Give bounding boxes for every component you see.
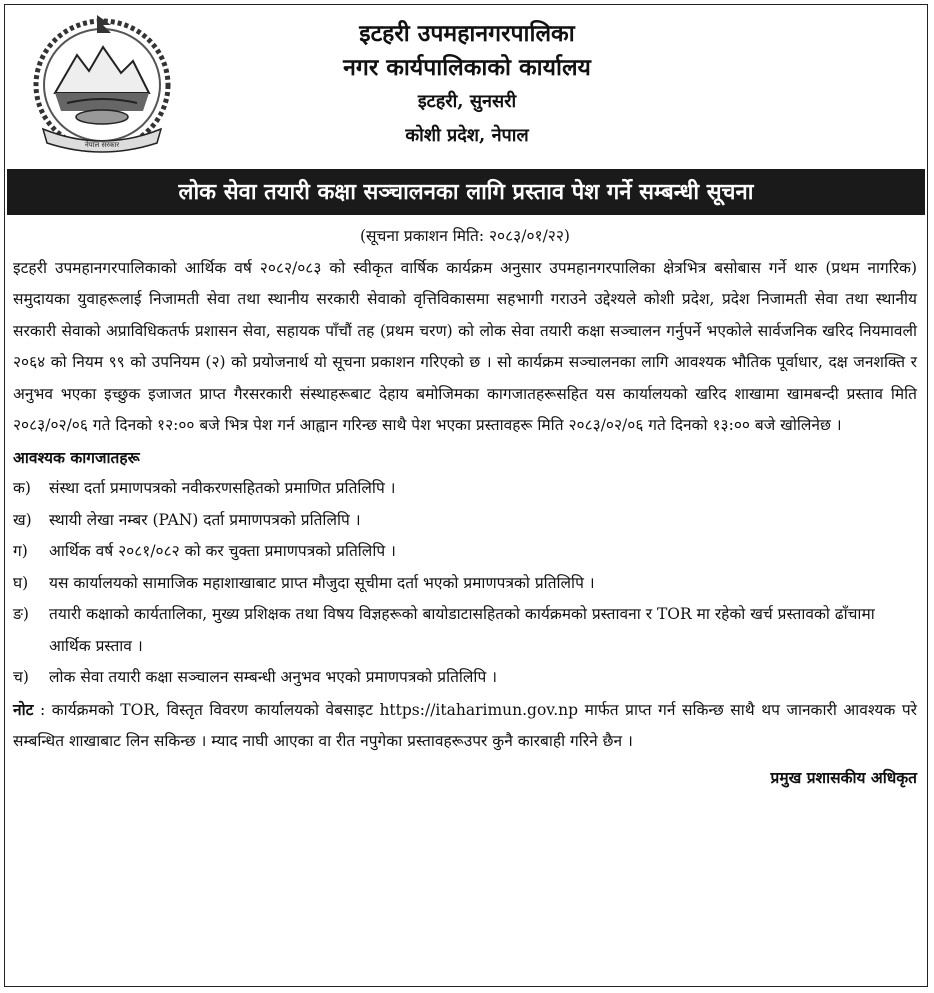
header-line3: इटहरी, सुनसरी [417, 91, 517, 112]
list-item-label: ङ) [13, 605, 29, 623]
list-item-label: ख) [13, 510, 32, 529]
svg-text:नेपाल सरकार: नेपाल सरकार [84, 141, 120, 149]
note-label: नोट [13, 699, 34, 719]
publication-date: (सूचना प्रकाशन मिति: २०८३/०१/२२) [360, 227, 570, 245]
list-item [13, 536, 917, 568]
header-line1: इटहरी उपमहानगरपालिका [359, 20, 575, 47]
list-item-text: लोक सेवा तयारी कक्षा सञ्चालन सम्बन्धी अनुभव भएको प्रमाणपत्रको प्रतिलिपि । [49, 668, 498, 686]
list-item [13, 599, 917, 662]
notice-body [13, 221, 917, 793]
list-item [13, 505, 917, 537]
list-item [13, 568, 917, 600]
required-docs-heading: आवश्यक कागजातहरू [13, 447, 140, 467]
list-item-text: संस्था दर्ता प्रमाणपत्रको नवीकरणसहितको प्रमाणित प्रतिलिपि । [49, 479, 396, 497]
notice-frame [4, 4, 928, 987]
header-line4: कोशी प्रदेश, नेपाल [405, 125, 529, 146]
note [13, 694, 917, 758]
list-item-text: आर्थिक वर्ष २०८१/०८२ को कर चुक्ता प्रमाणपत्रको प्रतिलिपि । [49, 542, 396, 560]
list-item-label: ग) [13, 542, 28, 560]
list-item-text: यस कार्यालयको सामाजिक महाशाखाबाट प्राप्त मौजुदा सूचीमा दर्ता भएको प्रमाणपत्रको प्रतिलिपि । [49, 573, 595, 592]
list-item-label: क) [13, 479, 31, 497]
list-item-text: तयारी कक्षाको कार्यतालिका, मुख्य प्रशिक्षक तथा विषय विज्ञहरूको बायोडाटासहितको कार्यक्रमको प्रस्तावना र TOR मा रहेको खर्च प्रस्तावको ढाँचामा आर्थिक प्रस्ताव । [49, 605, 875, 655]
notice-title-banner: लोक सेवा तयारी कक्षा सञ्चालनका लागि प्रस्ताव पेश गर्ने सम्बन्धी सूचना [7, 169, 925, 215]
note-text: : कार्यक्रमको TOR, विस्तृत विवरण कार्यालयको वेबसाइट https://itaharimun.gov.np मार्फत प्राप्त गर्न सकिन्छ साथै थप जानकारी आवश्यक परे सम्बन्धित शाखाबाट लिन सकिन्छ । म्याद नाघी आएका वा रीत नपुगेका प्रस्तावहरूउपर कुनै कारबाही गरिने छैन । [13, 700, 917, 750]
list-item [13, 473, 917, 505]
list-item-text: स्थायी लेखा नम्बर (PAN) दर्ता प्रमाणपत्रको प्रतिलिपि । [49, 510, 361, 529]
header-line2: नगर कार्यपालिकाको कार्यालय [343, 54, 591, 81]
main-paragraph: इटहरी उपमहानगरपालिकाको आर्थिक वर्ष २०८२/०८३ को स्वीकृत वार्षिक कार्यक्रम अनुसार उपमहानगरपालिका क्षेत्रभित्र बसोबास गर्ने थारु (प्रथम नागरिक) समुदायका युवाहरूलाई निजामती सेवा तथा स्थानीय सरकारी सेवाको वृत्तिविकासमा सहभागी गराउने उद्देश्यले कोशी प्रदेश, प्रदेश निजामती सेवा तथा स्थानीय सरकारी सेवाको अप्राविधिकतर्फ प्रशासन सेवा, सहायक पाँचौं तह (प्रथम चरण) को लोक सेवा तयारी कक्षा सञ्चालन गर्नुपर्ने भएकोले सार्वजनिक खरिद नियमावली २०६४ को नियम ९९ को उपनियम (२) को प्रयोजनार्थ यो सूचना प्रकाशन गरिएको छ । सो कार्यक्रम सञ्चालनका लागि आवश्यक भौतिक पूर्वाधार, दक्ष जनशक्ति र अनुभव भएका इच्छुक इजाजत प्राप्त गैरसरकारी संस्थाहरूबाट देहाय बमोजिमका कागजातहरूसहित यस कार्यालयको खरिद शाखामा खामबन्दी प्रस्ताव मिति २०८३/०२/०६ गते दिनको १२:०० बजे भित्र पेश गर्न आह्वान गरिन्छ साथै पेश भएका प्रस्तावहरू मिति २०८३/०२/०६ गते दिनको १३:०० बजे खोलिनेछ । [13, 258, 917, 434]
signature: प्रमुख प्रशासकीय अधिकृत [770, 767, 917, 787]
header [5, 5, 929, 165]
list-item-label: घ) [13, 573, 29, 592]
list-item [13, 662, 917, 694]
list-item-label: च) [13, 668, 29, 686]
